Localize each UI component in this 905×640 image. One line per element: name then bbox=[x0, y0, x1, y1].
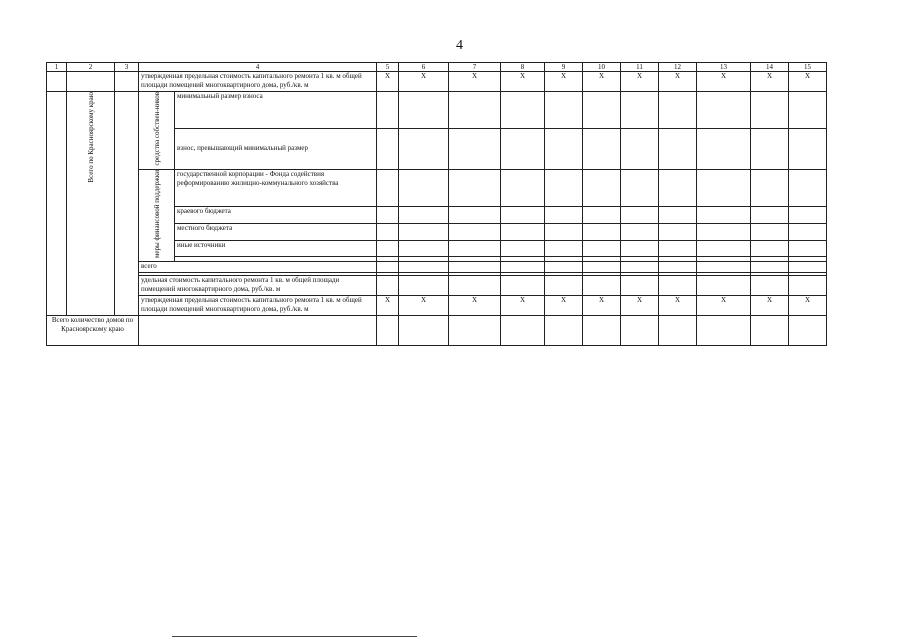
x-mark: X bbox=[449, 72, 501, 92]
x-mark: X bbox=[583, 72, 621, 92]
x-mark: X bbox=[659, 72, 697, 92]
header-row bbox=[47, 63, 827, 72]
group-label: Всего по Красноярскому краю bbox=[86, 92, 95, 183]
x-mark: X bbox=[751, 72, 789, 92]
header-cell: 9 bbox=[545, 63, 583, 72]
row-label: взнос, превышающий минимальный размер bbox=[175, 128, 377, 169]
header-cell: 13 bbox=[697, 63, 751, 72]
row-label: государственной корпорации - Фонда содействия реформированию жилищно-коммунального хозяйства bbox=[175, 169, 377, 206]
header-cell: 10 bbox=[583, 63, 621, 72]
x-mark: X bbox=[545, 295, 583, 315]
table-row bbox=[47, 315, 827, 345]
x-mark: X bbox=[449, 295, 501, 315]
row-label: местного бюджета bbox=[175, 224, 377, 241]
x-mark: X bbox=[399, 295, 449, 315]
row-label: Всего количество домов по Красноярскому краю bbox=[47, 315, 139, 345]
x-mark: X bbox=[545, 72, 583, 92]
table-row bbox=[47, 169, 827, 206]
x-mark: X bbox=[697, 72, 751, 92]
header-cell: 4 bbox=[139, 63, 377, 72]
header-cell: 14 bbox=[751, 63, 789, 72]
row-label: минимальный размер взноса bbox=[175, 92, 377, 129]
row-label: утвержденная предельная стоимость капитального ремонта 1 кв. м общей площади помещений многоквартирного дома, руб./кв. м bbox=[139, 72, 377, 92]
header-cell: 11 bbox=[621, 63, 659, 72]
page-number: 4 bbox=[456, 38, 463, 53]
header-cell: 12 bbox=[659, 63, 697, 72]
header-cell: 15 bbox=[789, 63, 827, 72]
capital-repair-table bbox=[46, 62, 827, 346]
table-row bbox=[47, 72, 827, 92]
x-mark: X bbox=[501, 72, 545, 92]
header-cell: 3 bbox=[115, 63, 139, 72]
footer-rule bbox=[172, 636, 417, 637]
table-row bbox=[47, 275, 827, 295]
x-mark: X bbox=[621, 295, 659, 315]
x-mark: X bbox=[621, 72, 659, 92]
x-mark: X bbox=[501, 295, 545, 315]
x-mark: X bbox=[377, 72, 399, 92]
header-cell: 8 bbox=[501, 63, 545, 72]
row-label: краевого бюджета bbox=[175, 206, 377, 223]
header-cell: 2 bbox=[67, 63, 115, 72]
header-cell: 1 bbox=[47, 63, 67, 72]
x-mark: X bbox=[789, 295, 827, 315]
x-mark: X bbox=[751, 295, 789, 315]
row-label: всего bbox=[139, 261, 377, 272]
table-row bbox=[47, 92, 827, 129]
row-label: удельная стоимость капитального ремонта 1 кв. м общей площади помещений многоквартирного дома, руб./кв. м bbox=[139, 275, 377, 295]
row-label: утвержденная предельная стоимость капитального ремонта 1 кв. м общей площади помещений многоквартирного дома, руб./кв. м bbox=[139, 295, 377, 315]
x-mark: X bbox=[697, 295, 751, 315]
header-cell: 5 bbox=[377, 63, 399, 72]
row-label: иные источники bbox=[175, 241, 377, 257]
support-measures-label: меры финансовой поддержки bbox=[152, 169, 161, 258]
header-cell: 7 bbox=[449, 63, 501, 72]
header-cell: 6 bbox=[399, 63, 449, 72]
x-mark: X bbox=[377, 295, 399, 315]
owners-funds-label: средства собствен-ников bbox=[152, 92, 161, 166]
x-mark: X bbox=[399, 72, 449, 92]
x-mark: X bbox=[789, 72, 827, 92]
x-mark: X bbox=[659, 295, 697, 315]
table-row bbox=[47, 295, 827, 315]
table-row bbox=[47, 261, 827, 272]
x-mark: X bbox=[583, 295, 621, 315]
